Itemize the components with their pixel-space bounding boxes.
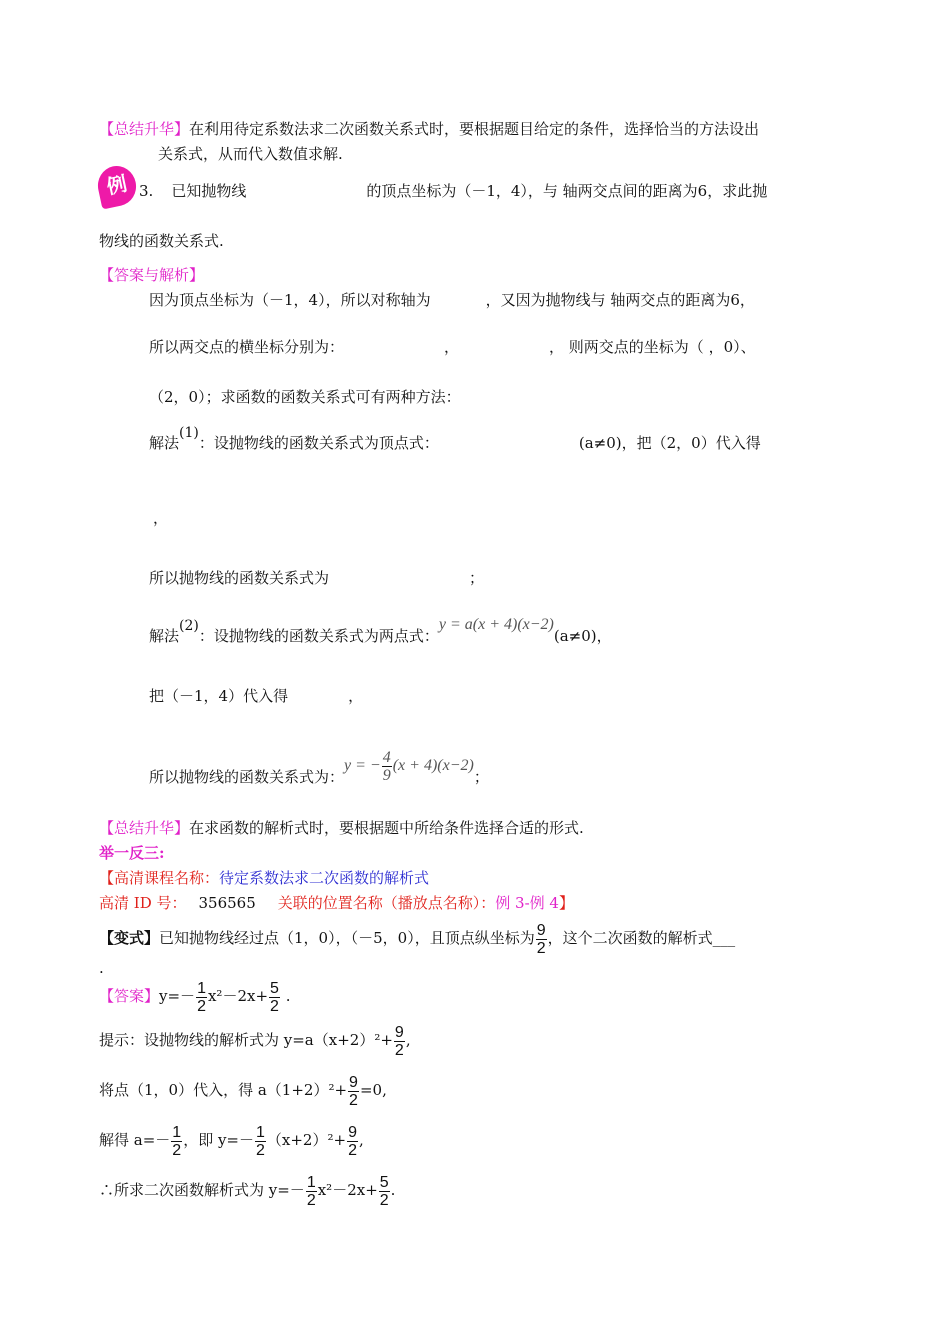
t: 解法 <box>149 627 180 645</box>
numerator: 1 <box>172 1123 182 1141</box>
t: ， 则两交点的坐标为（ ，0）、 <box>549 338 756 356</box>
fraction <box>306 1174 317 1209</box>
eq: y = − <box>344 757 381 774</box>
position-value: 例 3-例 4 <box>495 894 559 912</box>
numerator: 9 <box>394 1023 404 1041</box>
id-label: 高清 ID 号： <box>99 894 187 912</box>
summary-text: 在利用待定系数法求二次函数关系式时，要根据题目给定的条件，选择恰当的方法设出 <box>189 120 760 138</box>
bracket: 】 <box>558 894 574 912</box>
solution-line-2 <box>149 337 756 357</box>
numerator: 9 <box>536 921 546 939</box>
denominator: 2 <box>349 1091 358 1109</box>
denominator: 2 <box>270 997 279 1015</box>
example-3-line <box>139 181 767 201</box>
solution-line-7 <box>149 686 363 706</box>
example-badge-icon: 例 <box>94 162 139 209</box>
period: . <box>99 959 104 977</box>
numerator: 5 <box>379 1173 389 1191</box>
course-id-value: 356565 <box>198 894 256 912</box>
fraction <box>196 980 207 1015</box>
t: 所以抛物线的函数关系式为 <box>149 569 330 587</box>
summary-tag: 【总结升华】 <box>99 819 190 837</box>
fraction <box>348 1074 359 1109</box>
eq: (x + 4)(x−2) <box>392 757 474 774</box>
fraction <box>171 1124 182 1159</box>
fraction <box>394 1024 405 1059</box>
solution-line-1 <box>149 290 755 310</box>
numerator: 1 <box>256 1123 265 1141</box>
t: ：设抛物线的函数关系式为顶点式： <box>198 434 439 452</box>
fraction <box>536 922 547 957</box>
t: （x+2）²+ <box>266 1131 347 1149</box>
fraction <box>269 980 280 1015</box>
numerator: 1 <box>306 1173 316 1191</box>
hint-3 <box>99 1122 364 1159</box>
numerator: 9 <box>349 1073 358 1091</box>
denominator: 2 <box>256 1141 265 1159</box>
numerator: 1 <box>197 979 206 997</box>
t: ，即 y=－ <box>183 1131 254 1149</box>
practice-heading: 举一反三: <box>99 844 165 862</box>
fraction <box>382 749 392 784</box>
denominator: 2 <box>379 1191 389 1209</box>
denominator: 2 <box>394 1041 404 1059</box>
example-text-b: 的顶点坐标为（－1，4），与 轴两交点间的距离为6，求此抛 <box>366 182 768 200</box>
method-number: (2) <box>179 618 199 634</box>
t: 把（－1，4）代入得 <box>149 687 289 705</box>
method-number: (1) <box>179 425 199 441</box>
answer-tag: 【答案与解析】 <box>99 266 205 284</box>
t: . <box>390 1181 396 1199</box>
solution-line-8 <box>149 745 489 786</box>
denominator: 2 <box>197 997 206 1015</box>
t: . <box>280 987 291 1005</box>
t: =0, <box>359 1081 387 1099</box>
position-label: 关联的位置名称（播放点名称）： <box>277 894 496 912</box>
example-text: 已知抛物线 <box>171 182 247 200</box>
fraction <box>379 1174 390 1209</box>
course-link[interactable]: 待定系数法求二次函数的解析式 <box>219 869 430 887</box>
t: ：设抛物线的函数关系式为两点式： <box>198 627 439 645</box>
fraction <box>255 1124 266 1159</box>
hint-2 <box>99 1072 387 1109</box>
hint-4 <box>99 1172 395 1209</box>
t: 因为顶点坐标为（－1，4），所以对称轴为 <box>149 291 431 309</box>
denominator: 2 <box>348 1141 357 1159</box>
t: 解法 <box>149 434 180 452</box>
method-2 <box>149 616 612 647</box>
denominator: 2 <box>172 1141 182 1159</box>
t: 提示：设抛物线的解析式为 y=a（x+2）²+ <box>99 1031 393 1049</box>
hint-1 <box>99 1022 411 1059</box>
solution-line-5 <box>149 568 484 588</box>
t: , <box>405 1031 411 1049</box>
t: ， <box>444 338 460 356</box>
example-3-cont: 物线的函数关系式. <box>99 232 224 250</box>
variant-answer <box>99 978 290 1015</box>
variant-question <box>99 920 735 957</box>
summary-text: 在求函数的解析式时，要根据题中所给条件选择合适的形式. <box>189 819 584 837</box>
denominator: 9 <box>382 766 391 784</box>
variant-tag: 【变式】 <box>99 929 160 947</box>
t: ， <box>348 687 364 705</box>
summary-1-cont: 关系式，从而代入数值求解. <box>158 145 343 163</box>
numerator: 9 <box>348 1123 357 1141</box>
t: , <box>358 1131 364 1149</box>
t: x²－2x+ <box>317 1181 378 1199</box>
method-1 <box>149 425 761 453</box>
summary-1 <box>99 119 759 139</box>
t: (a≠0)， <box>553 627 612 645</box>
t: ，这个二次函数的解析式___ <box>547 929 736 947</box>
answer-tag: 【答案】 <box>99 987 160 1005</box>
denominator: 2 <box>306 1191 316 1209</box>
fraction <box>347 1124 358 1159</box>
t: x²－2x+ <box>207 987 269 1005</box>
numerator: 5 <box>270 979 279 997</box>
t: ； <box>473 768 489 786</box>
t: y=－ <box>159 987 196 1005</box>
t: ； <box>469 569 485 587</box>
numerator: 4 <box>382 748 391 766</box>
t: ，又因为抛物线与 轴两交点的距离为6， <box>485 291 755 309</box>
summary-2 <box>99 818 584 838</box>
course-name <box>99 868 429 888</box>
summary-tag: 【总结升华】 <box>99 120 190 138</box>
course-id <box>99 893 574 913</box>
solution-line-3: （2，0）；求函数的函数关系式可有两种方法： <box>149 388 461 406</box>
t: 所以抛物线的函数关系式为： <box>149 768 345 786</box>
t: 已知抛物线经过点（1，0），（－5，0），且顶点纵坐标为 <box>159 929 535 947</box>
comma: ， <box>153 509 169 527</box>
t: (a≠0)，把（2，0）代入得 <box>578 434 761 452</box>
t: 将点（1，0）代入，得 a（1+2）²+ <box>99 1081 348 1099</box>
example-number: 3. <box>139 182 154 200</box>
course-label: 【高清课程名称： <box>99 869 220 887</box>
t: 解得 a=－ <box>99 1131 171 1149</box>
denominator: 2 <box>536 939 546 957</box>
two-point-equation: y = a(x + 4)(x−2) <box>438 616 554 633</box>
t: ∴所求二次函数解析式为 y=－ <box>99 1181 305 1199</box>
t: 所以两交点的横坐标分别为： <box>149 338 345 356</box>
